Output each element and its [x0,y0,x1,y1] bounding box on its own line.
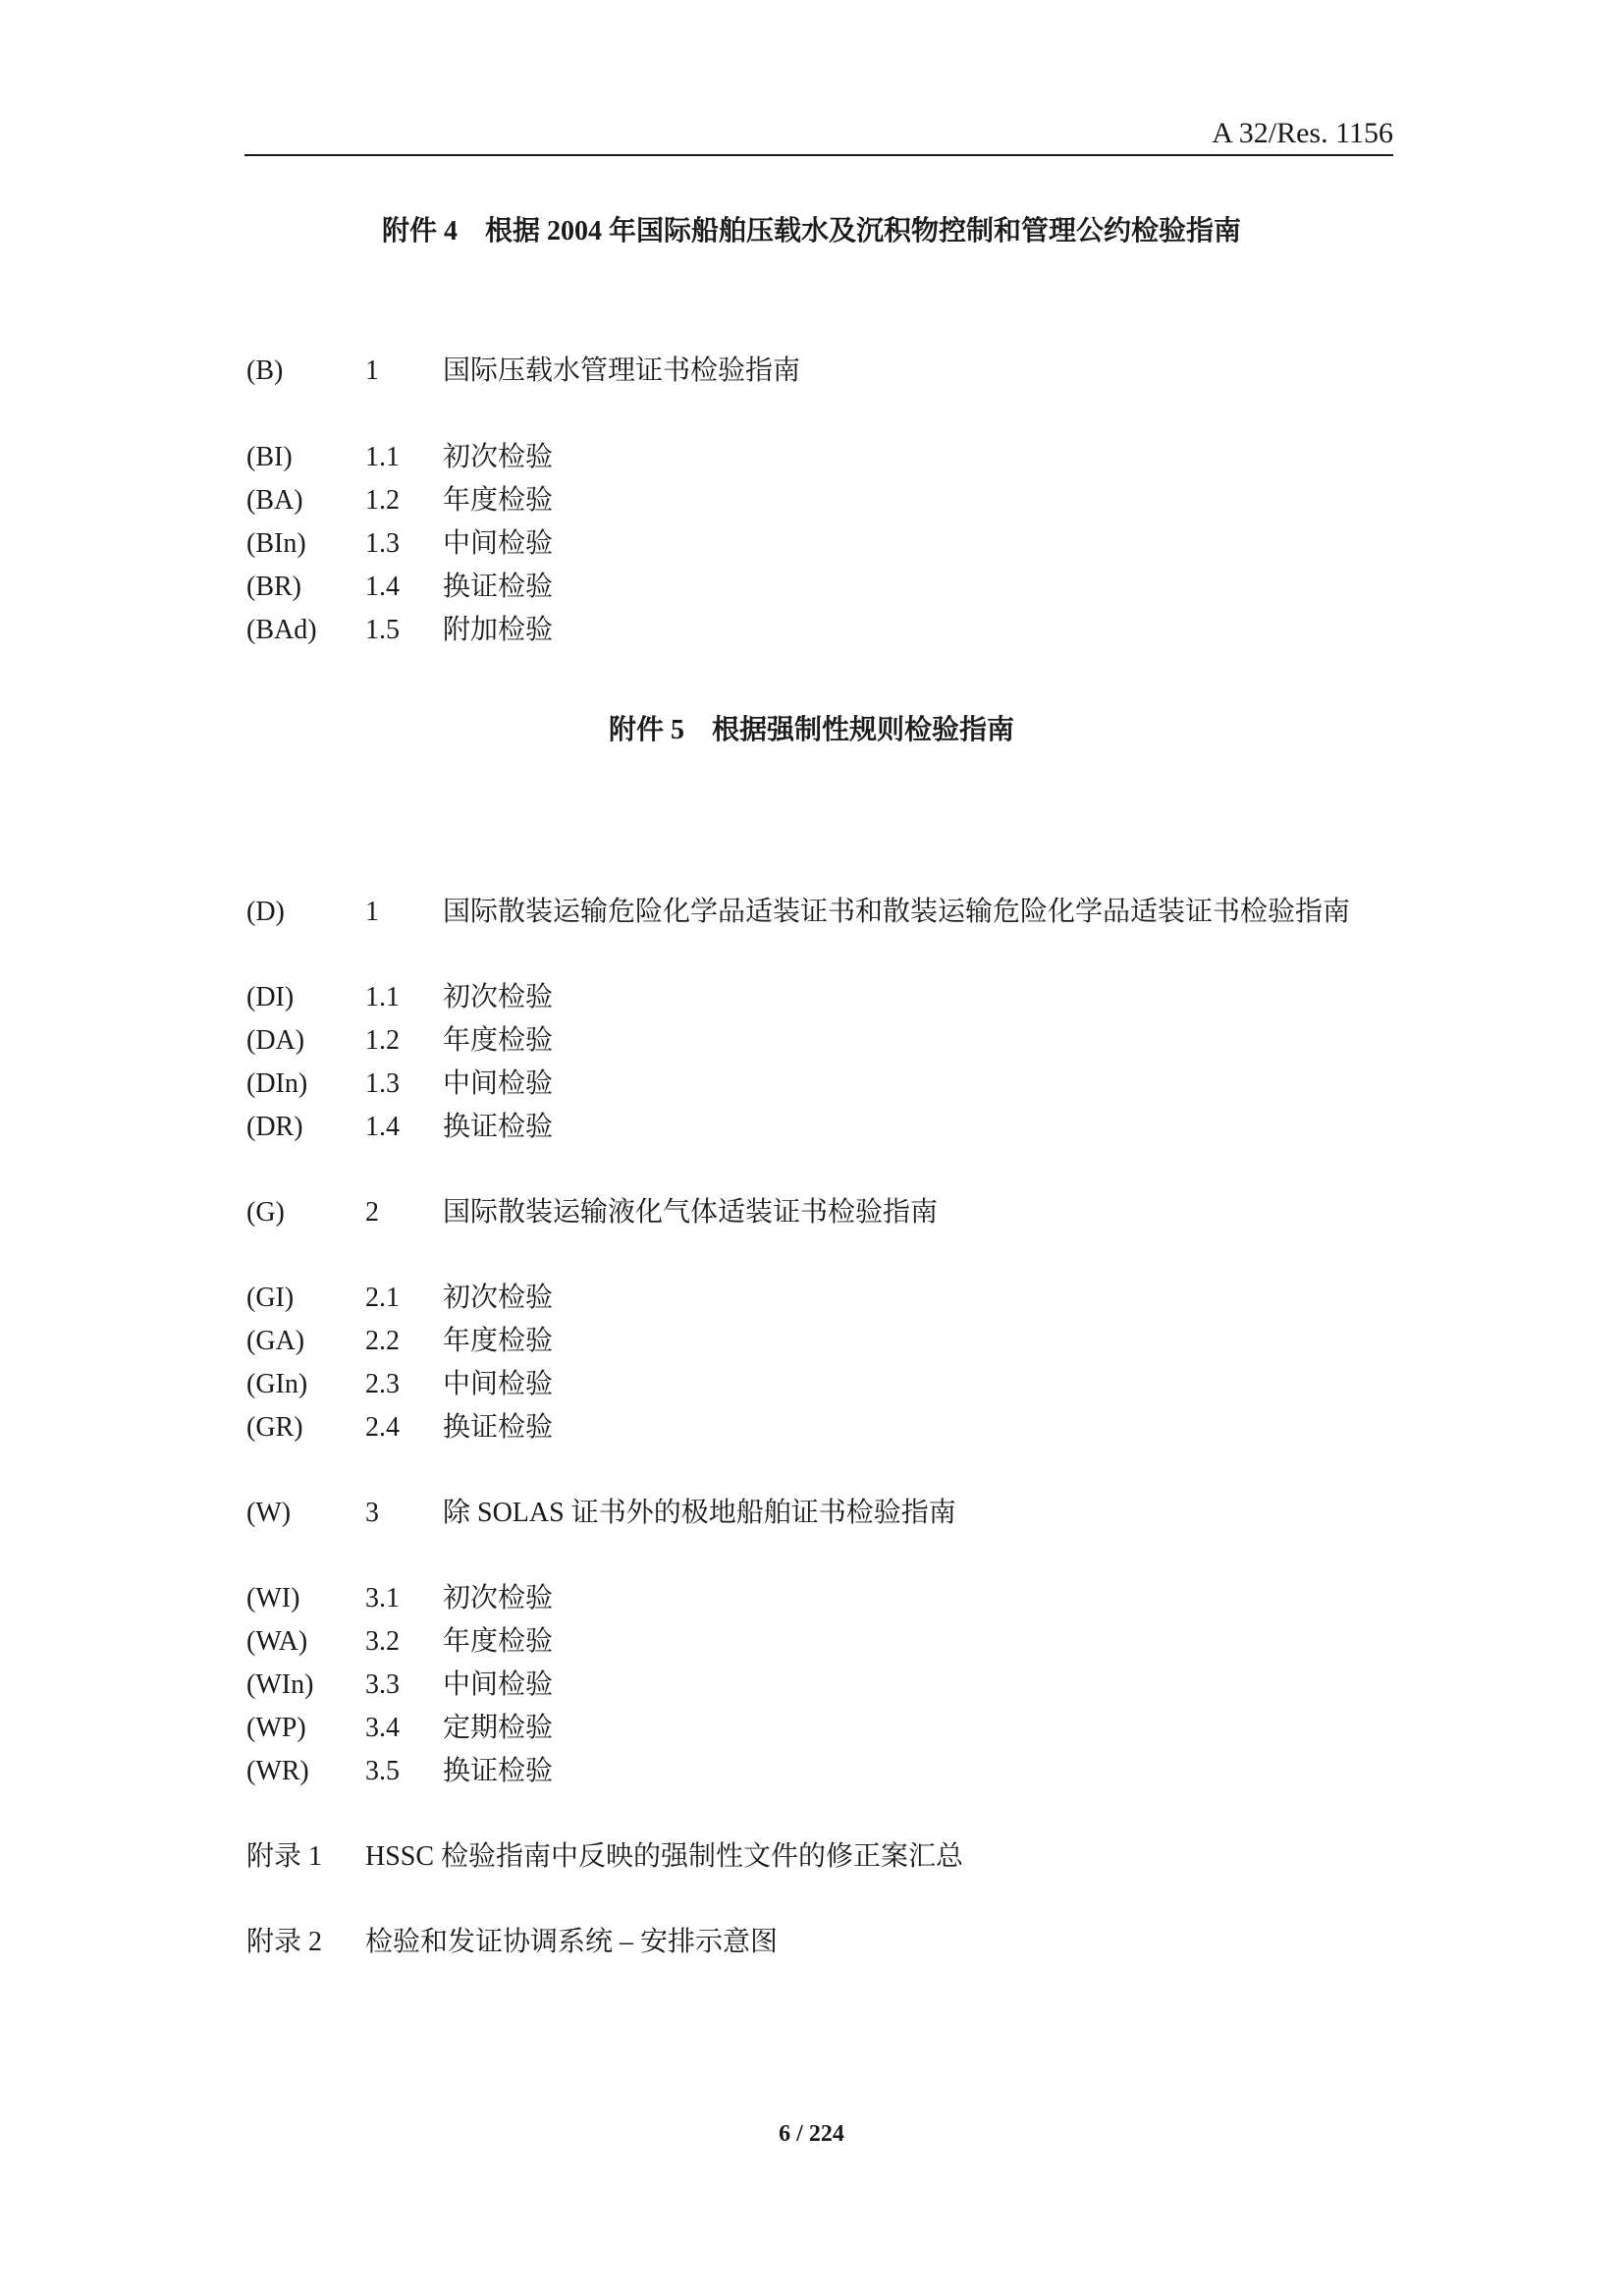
item-number: 2.2 [365,1326,400,1356]
item-text: 初次检验 [443,1583,554,1613]
item-number: 2.1 [365,1283,400,1313]
item-number: 1.1 [365,442,400,472]
appendix-text: 检验和发证协调系统 – 安排示意图 [365,1927,779,1957]
item-text: 定期检验 [443,1713,554,1743]
item-number: 2.4 [365,1412,400,1443]
item-code: (BR) [246,572,301,602]
item-number: 3.1 [365,1583,400,1613]
item-number: 3.5 [365,1756,400,1786]
item-code: (DIn) [246,1068,308,1099]
item-code: (BAd) [246,615,317,645]
item-text: 除 SOLAS 证书外的极地船舶证书检验指南 [443,1498,956,1528]
item-code: (GI) [246,1283,295,1313]
item-code: (BA) [246,485,303,516]
header-divider [244,154,1393,156]
item-text: 换证检验 [443,1756,554,1786]
item-text: 中间检验 [443,1669,554,1700]
item-number: 1 [365,355,379,386]
item-code: (WP) [246,1713,306,1743]
annex-5-number: 附件 5 [608,715,684,745]
item-number: 1.2 [365,1025,400,1056]
item-code: (GA) [246,1326,305,1356]
item-code: (DA) [246,1025,305,1056]
item-number: 1 [365,897,379,927]
item-code: (GR) [246,1412,303,1443]
item-code: (WI) [246,1583,300,1613]
item-code: (GIn) [246,1369,308,1399]
item-text: 附加检验 [443,615,554,645]
item-text: 初次检验 [443,442,554,472]
item-text: 国际压载水管理证书检验指南 [443,355,801,386]
annex-4-number: 附件 4 [381,216,458,246]
item-code: (BIn) [246,528,306,559]
item-code: (WR) [246,1756,309,1786]
appendix-label: 附录 1 [246,1841,323,1872]
item-number: 1.2 [365,485,400,516]
item-text: 中间检验 [443,528,554,559]
item-text: 中间检验 [443,1068,554,1099]
annex-5-title-text: 根据强制性规则检验指南 [712,715,1015,745]
item-code: (BI) [246,442,293,472]
item-text: 换证检验 [443,1112,554,1142]
item-code: (D) [246,897,285,927]
item-text: 年度检验 [443,1025,554,1056]
item-code: (WIn) [246,1669,314,1700]
item-number: 1.4 [365,1112,400,1142]
item-code: (B) [246,355,284,386]
item-number: 3.4 [365,1713,400,1743]
appendix-text: HSSC 检验指南中反映的强制性文件的修正案汇总 [365,1841,964,1872]
item-text: 中间检验 [443,1369,554,1399]
appendix-label: 附录 2 [246,1927,323,1957]
item-code: (DI) [246,982,295,1012]
item-number: 1.5 [365,615,400,645]
item-text: 初次检验 [443,982,554,1012]
item-number: 2.3 [365,1369,400,1399]
item-number: 1.3 [365,1068,400,1099]
item-number: 3 [365,1498,379,1528]
item-text: 年度检验 [443,1626,554,1657]
page-number: 6 / 224 [779,2121,844,2147]
item-number: 3.3 [365,1669,400,1700]
item-code: (WA) [246,1626,308,1657]
item-code: (DR) [246,1112,303,1142]
item-text: 年度检验 [443,485,554,516]
item-text: 初次检验 [443,1283,554,1313]
item-code: (G) [246,1197,285,1228]
item-text: 换证检验 [443,572,554,602]
item-number: 1.4 [365,572,400,602]
item-code: (W) [246,1498,292,1528]
item-text: 换证检验 [443,1412,554,1443]
item-text: 国际散装运输液化气体适装证书检验指南 [443,1197,939,1228]
item-text: 国际散装运输危险化学品适装证书和散装运输危险化学品适装证书检验指南 [443,897,1351,927]
document-reference: A 32/Res. 1156 [1212,117,1393,149]
item-number: 1.1 [365,982,400,1012]
item-number: 3.2 [365,1626,400,1657]
item-text: 年度检验 [443,1326,554,1356]
item-number: 1.3 [365,528,400,559]
annex-4-title-text: 根据 2004 年国际船舶压载水及沉积物控制和管理公约检验指南 [485,216,1242,246]
annex-4-title [0,214,1623,249]
annex-5-title [0,713,1623,748]
item-number: 2 [365,1197,379,1228]
